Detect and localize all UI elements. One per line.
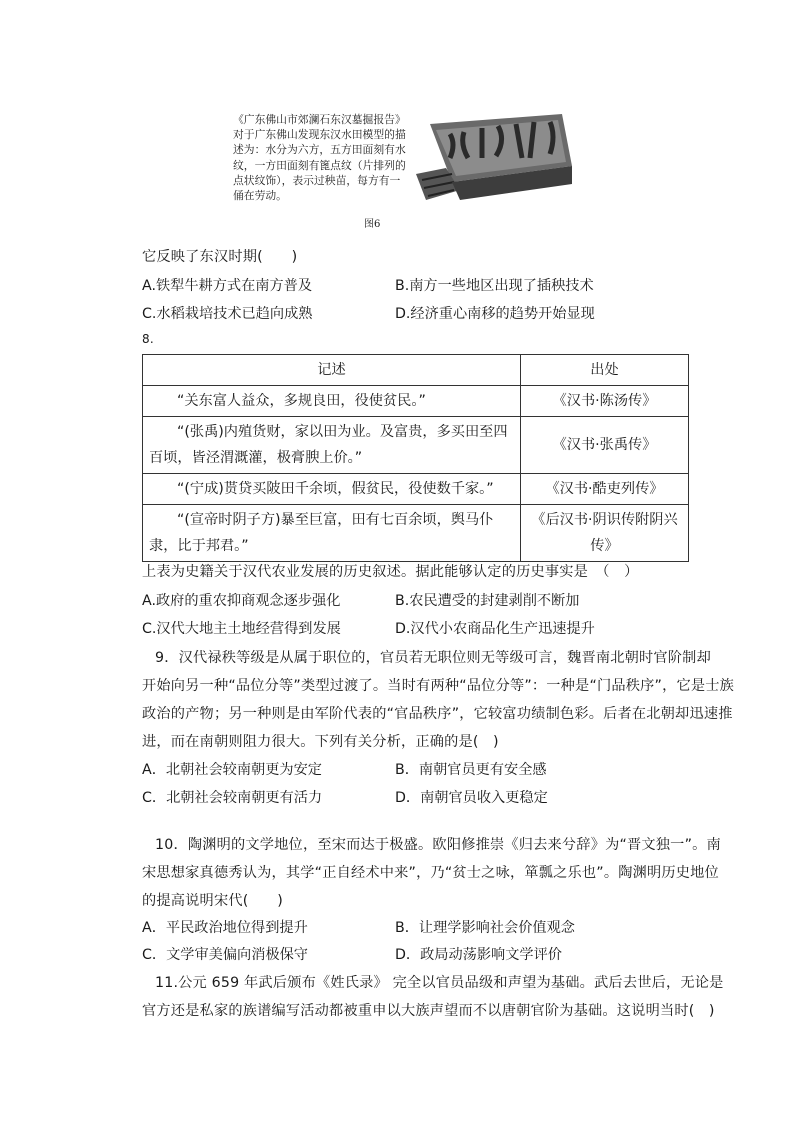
- q7-option-c: C.水稻栽培技术已趋向成熟: [142, 306, 313, 322]
- table-cell-record: “(宁成)贳贷买陂田千余顷，假贫民，役使数千家。”: [143, 474, 521, 505]
- table-row: [143, 505, 689, 562]
- q8-option-b: B.农民遭受的封建剥削不断加: [395, 593, 580, 609]
- table-row: [143, 417, 689, 474]
- table-cell-record: “(张禹)内殖货财，家以田为业。及富贵，多买田至四百顷，皆泾渭溉灌，极膏腴上价。”: [143, 417, 521, 474]
- figure-label: 图6: [364, 219, 381, 230]
- q7-option-d: D.经济重心南移的趋势开始显现: [395, 306, 595, 322]
- q9-line-4: 进，而在南朝则阻力很大。下列有关分析，正确的是( ): [142, 734, 499, 750]
- q7-option-b: B.南方一些地区出现了插秧技术: [395, 278, 594, 294]
- q9-option-c: C．北朝社会较南朝更有活力: [142, 790, 323, 806]
- table-cell-source: 《汉书·陈汤传》: [521, 386, 689, 417]
- q10-line-1: 10．陶渊明的文学地位，至宋而达于极盛。欧阳修推崇《归去来兮辞》为“晋文独一”。南: [155, 837, 721, 853]
- q8-number: 8.: [142, 332, 154, 346]
- figure-caption: 《广东佛山市郊澜石东汉墓掘报告》对于广东佛山发现东汉水田模型的描述为：水分为六方，五方田面刻有水纹，一方田面刻有篦点纹（片排列的点状纹饰），表示过秧苗，每方有一俑在劳动。: [233, 113, 406, 203]
- table-row: [143, 474, 689, 505]
- q9-line-3: 政治的产物；另一种则是由军阶代表的“官品秩序”，它较富功绩制色彩。后者在北朝却迅速推: [142, 706, 733, 722]
- q7-option-a: A.铁犁牛耕方式在南方普及: [142, 278, 313, 294]
- q11-line-2: 官方还是私家的族谱编写活动都被重申以大族声望而不以唐朝官阶为基础。这说明当时( ): [142, 1003, 715, 1019]
- table-row: [143, 386, 689, 417]
- q10-option-c: C．文学审美偏向消极保守: [142, 947, 308, 963]
- table-cell-source: 《后汉书·阴识传附阴兴传》: [521, 505, 689, 562]
- table-header-source: 出处: [521, 355, 689, 386]
- q9-option-d: D．南朝官员收入更稳定: [395, 790, 548, 806]
- table-cell-record: “(宣帝时阴子方)暴至巨富，田有七百余顷，舆马仆隶，比于邦君。”: [143, 505, 521, 562]
- table-cell-source: 《汉书·张禹传》: [521, 417, 689, 474]
- q8-option-c: C.汉代大地主土地经营得到发展: [142, 621, 341, 637]
- table-header-record: 记述: [143, 355, 521, 386]
- farmland-model-photo: [412, 104, 574, 212]
- q7-stem: 它反映了东汉时期( ): [142, 249, 298, 265]
- q9-line-1: 9．汉代禄秩等级是从属于职位的，官员若无职位则无等级可言，魏晋南北朝时官阶制却: [155, 650, 711, 666]
- table-cell-record: “关东富人益众，多规良田，役使贫民。”: [143, 386, 521, 417]
- q8-option-a: A.政府的重农抑商观念逐步强化: [142, 593, 341, 609]
- q10-option-b: B．让理学影响社会价值观念: [395, 920, 575, 936]
- q11-line-1: 11.公元 659 年武后颁布《姓氏录》 完全以官员品级和声望为基础。武后去世后，无论是: [155, 975, 724, 991]
- q10-line-3: 的提高说明宋代( ): [142, 893, 283, 909]
- table-header-row: [143, 355, 689, 386]
- table-cell-source: 《汉书·酷吏列传》: [521, 474, 689, 505]
- q8-stem: 上表为史籍关于汉代农业发展的历史叙述。据此能够认定的历史事实是 （ ）: [142, 564, 639, 580]
- history-records-table: [142, 354, 689, 562]
- q9-option-b: B．南朝官员更有安全感: [395, 762, 547, 778]
- q10-option-a: A．平民政治地位得到提升: [142, 920, 308, 936]
- q8-option-d: D.汉代小农商品化生产迅速提升: [395, 621, 595, 637]
- q10-line-2: 宋思想家真德秀认为，其学“正自经术中来”，乃“贫士之咏，箪瓢之乐也”。陶渊明历史地位: [142, 865, 719, 881]
- q9-line-2: 开始向另一种“品位分等”类型过渡了。当时有两种“品位分等”：一种是“门品秩序”，它是士族: [142, 678, 735, 694]
- q9-option-a: A．北朝社会较南朝更为安定: [142, 762, 322, 778]
- q10-option-d: D．政局动荡影响文学评价: [395, 947, 562, 963]
